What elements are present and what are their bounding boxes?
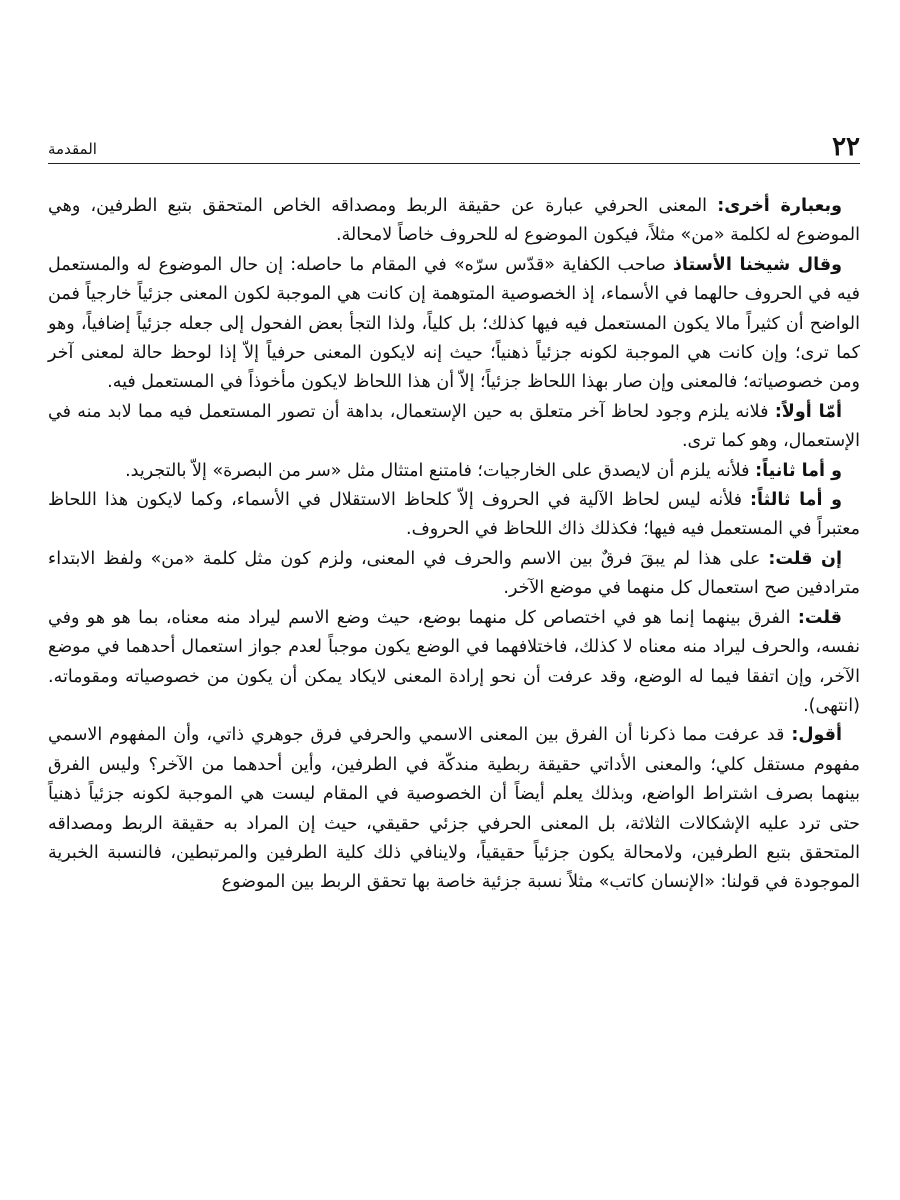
paragraph-text: صاحب الكفاية «قدّس سرّه» في المقام ما حاصله: إن حال الموضوع له والمستعمل فيه في الحروف حالهما في الأسماء، إذ الخصوصية المتوهمة إن كانت هي الموجبة لكون المعنى جزئياً خارجياً فمن الواضح أن كثيراً مالا يكون المستعمل فيه فيها كذلك؛ بل كلياً، ولذا التجأ بعض الفحول إلى جعله جزئياً إضافياً، وهو كما ترى؛ وإن كانت هي الموجبة لكونه جزئياً ذهنياً؛ حيث إنه لايكون المعنى حرفياً إلاّ إذا لوحظ حالة لمعنى آخر ومن خصوصياته؛ فالمعنى وإن صار بهذا اللحاظ جزئياً؛ إلاّ أن هذا اللحاظ لايكون مأخوذاً في المستعمل فيه. (48, 254, 860, 393)
paragraph (48, 251, 860, 398)
running-header (48, 132, 860, 160)
paragraph-text: فلأنه ليس لحاظ الآلية في الحروف إلاّ كلحاظ الاستقلال في الأسماء، وكما لايكون هذا اللحاظ معتبراً في المستعمل فيه فيها؛ فكذلك ذاك اللحاظ في الحروف. (48, 490, 860, 540)
paragraph-text: الفرق بينهما إنما هو في اختصاص كل منهما بوضع، حيث وضع الاسم ليراد منه معناه، بما هو هو وفي نفسه، والحرف ليراد منه معناه لا كذلك، فاختلافهما في الوضع يكون موجباً لعدم جواز استعمال أحدهما في موضع الآخر، وإن اتفقا فيما له الوضع، وقد عرفت أن نحو إرادة المعنى لايكاد يمكن أن يكون من خصوصياته ومقوماته. (انتهى). (48, 607, 860, 716)
paragraph-lead: إن قلت: (768, 548, 842, 569)
paragraph (48, 398, 860, 457)
paragraph-text: فلأنه يلزم أن لايصدق على الخارجيات؛ فامتنع امتثال مثل «سر من البصرة» إلاّ بالتجريد. (125, 460, 756, 481)
paragraph-lead: أمّا أولاً: (774, 401, 842, 422)
paragraph (48, 604, 860, 722)
body-text (48, 192, 860, 898)
paragraph (48, 192, 860, 251)
paragraph (48, 457, 860, 486)
paragraph (48, 545, 860, 604)
paragraph-lead: أقول: (791, 725, 842, 746)
paragraph-lead: و أما ثالثاً: (750, 490, 842, 511)
paragraph (48, 486, 860, 545)
paragraph-lead: و أما ثانياً: (755, 460, 842, 481)
paragraph-lead: وبعبارة أخرى: (717, 196, 842, 216)
paragraph-text: على هذا لم يبقَ فرقٌ بين الاسم والحرف في المعنى، ولزم كون مثل كلمة «من» ولفظ الابتداء مترادفين صح استعمال كل منهما في موضع الآخر. (48, 548, 860, 599)
paragraph (48, 721, 860, 897)
paragraph-text: المعنى الحرفي عبارة عن حقيقة الربط ومصداقه الخاص المتحقق بتبع الطرفين، وهي الموضوع له لكلمة «من» مثلاً، فيكون الموضوع له للحروف خاصاً لامحالة. (48, 196, 860, 246)
paragraph-lead: وقال شيخنا الأستاذ (672, 254, 842, 275)
paragraph-text: قد عرفت مما ذكرنا أن الفرق بين المعنى الاسمي والحرفي فرق جوهري ذاتي، وأن المفهوم الاسمي مفهوم مستقل كلي؛ والمعنى الأداتي حقيقة ربطية مندكّة في الطرفين، وأين أحدهما من الآخر؟ وليس الفرق بينهما بصرف اشتراط الواضع، وبذلك يعلم أيضاً أن الخصوصية في المقام ليست هي الموجبة لكونه جزئياً ذهنياً حتى ترد عليه الإشكالات الثلاثة، بل المعنى الحرفي جزئي حقيقي، حيث إن المراد به حقيقة الربط ومصداقه المتحقق بتبع الطرفين، ولامحالة يكون جزئياً حقيقياً، ولاينافي ذلك كلية الطرفين والمرتبطين، فالنسبة الخبرية الموجودة في قولنا: «الإنسان كاتب» مثلاً نسبة جزئية خاصة بها تحقق الربط بين الموضوع (48, 725, 860, 893)
page-number: ٢٢ (832, 132, 860, 162)
section-title: المقدمة (48, 140, 97, 158)
paragraph-text: فلانه يلزم وجود لحاظ آخر متعلق به حين الإستعمال، بداهة أن تصور المستعمل فيه مما لابد منه في الإستعمال، وهو كما ترى. (48, 401, 860, 452)
header-rule (48, 163, 860, 164)
paragraph-lead: قلت: (797, 607, 842, 628)
